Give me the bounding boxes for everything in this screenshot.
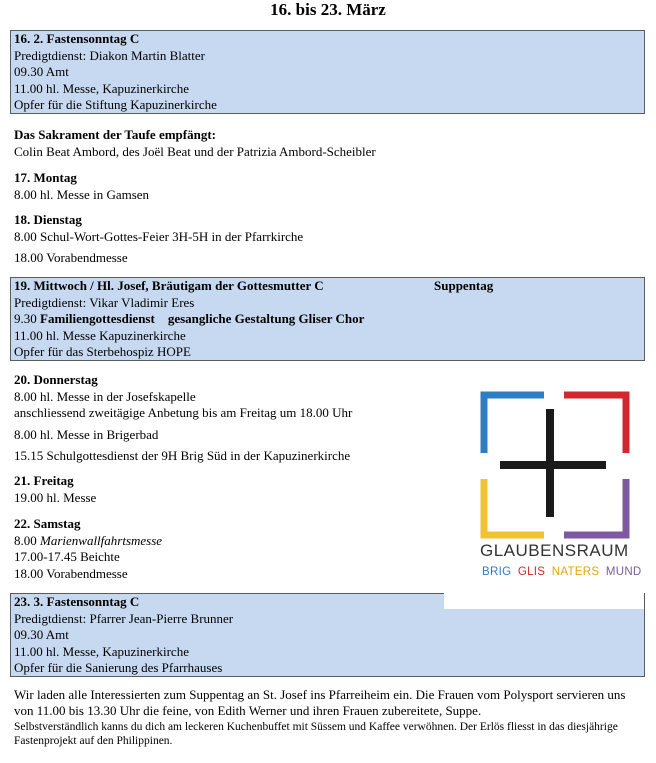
wednesday-time: 9.30: [14, 311, 40, 326]
logo-places: [482, 564, 642, 581]
saturday-section: [14, 516, 162, 582]
sunday-16-line: 09.30 Amt: [14, 64, 69, 79]
wednesday-heading: 19. Mittwoch / Hl. Josef, Bräutigam der Gottesmutter C: [14, 278, 324, 293]
sunday-16-line: Predigtdienst: Diakon Martin Blatter: [14, 47, 205, 63]
monday-heading: 17. Montag: [14, 170, 77, 185]
place-mund: MUND: [605, 566, 642, 578]
place-naters: NATERS: [551, 566, 600, 578]
sunday-23-line: Opfer für die Sanierung des Pfarrhauses: [14, 660, 223, 675]
wednesday-heading-row: [14, 278, 644, 295]
wednesday-line: [14, 311, 644, 328]
monday-section: [14, 170, 149, 203]
thursday-line: 15.15 Schulgottesdienst der 9H Brig Süd in der Kapuzinerkirche: [14, 448, 351, 463]
logo-yellow-corner: [484, 479, 544, 535]
wednesday-line: Predigtdienst: Vikar Vladimir Eres: [14, 294, 195, 310]
sunday-23-line: 11.00 hl. Messe, Kapuzinerkirche: [14, 643, 189, 659]
tuesday-heading: 18. Dienstag: [14, 212, 82, 227]
logo-cross-horizontal: [500, 461, 606, 469]
sunday-16-heading: 16. 2. Fastensonntag C: [14, 31, 140, 46]
thursday-line: anschliessend zweitägige Anbetung bis am Freitag um 18.00 Uhr: [14, 405, 353, 420]
sunday-16-line: Opfer für die Stiftung Kapuzinerkirche: [14, 97, 217, 112]
marienwallfahrtsmesse: Marienwallfahrtsmesse: [40, 532, 163, 548]
friday-line: 19.00 hl. Messe: [14, 489, 97, 505]
logo-purple-corner: [564, 479, 626, 535]
baptism-section: [14, 127, 376, 160]
sunday-16-box: [10, 30, 645, 114]
footer-text: [14, 687, 644, 748]
saturday-line: 17.00-17.45 Beichte: [14, 549, 120, 564]
logo-name: GLAUBENSRAUM: [480, 541, 629, 560]
tuesday-line: 18.00 Vorabendmesse: [14, 250, 128, 265]
saturday-heading: 22. Samstag: [14, 516, 81, 531]
sunday-23-line: 09.30 Amt: [14, 627, 69, 642]
place-brig: BRIG: [482, 566, 512, 578]
friday-section: [14, 473, 96, 506]
wednesday-line: 11.00 hl. Messe Kapuzinerkirche: [14, 327, 186, 343]
thursday-line: 8.00 hl. Messe in der Josefskapelle: [14, 388, 196, 404]
suppentag-tag: Suppentag: [434, 278, 494, 293]
monday-line: 8.00 hl. Messe in Gamsen: [14, 186, 150, 202]
baptism-text: Colin Beat Ambord, des Joël Beat und der Patrizia Ambord-Scheibler: [14, 143, 376, 159]
saturday-time: 8.00: [14, 532, 40, 548]
wednesday-family-service: Familiengottesdienst gesangliche Gestaltung Gliser Chor: [40, 311, 365, 326]
saturday-line: [14, 533, 162, 550]
sunday-16-line: 11.00 hl. Messe, Kapuzinerkirche: [14, 80, 189, 96]
wednesday-line: Opfer für das Sterbehospiz HOPE: [14, 344, 191, 359]
logo-blue-corner: [484, 395, 544, 453]
tuesday-section: [14, 212, 303, 267]
saturday-line: 18.00 Vorabendmesse: [14, 565, 128, 581]
thursday-line: 8.00 hl. Messe in Brigerbad: [14, 426, 159, 442]
thursday-heading: 20. Donnerstag: [14, 372, 98, 387]
friday-heading: 21. Freitag: [14, 473, 74, 488]
baptism-heading: Das Sakrament der Taufe empfängt:: [14, 127, 216, 142]
wednesday-box: [10, 277, 645, 361]
footer-paragraph-2: Selbstverständlich kanns du dich am leckeren Kuchenbuffet mit Süssem und Kaffee verwöhnen. Der Erlös fliesst in das diesjährige Fastenprojekt auf den Philippinen.: [14, 721, 618, 747]
page-title: 16. bis 23. März: [270, 0, 386, 19]
tuesday-line: 8.00 Schul-Wort-Gottes-Feier 3H-5H in der Pfarrkirche: [14, 228, 304, 244]
glaubensraum-logo: [444, 381, 644, 609]
sunday-23-line: Predigtdienst: Pfarrer Jean-Pierre Brunner: [14, 610, 234, 626]
logo-red-corner: [564, 395, 626, 453]
thursday-section: [14, 372, 352, 465]
sunday-23-heading: 23. 3. Fastensonntag C: [14, 594, 140, 609]
place-glis: GLIS: [517, 566, 546, 578]
footer-paragraph-1: Wir laden alle Interessierten zum Suppentag an St. Josef ins Pfarreiheim ein. Die Frauen vom Polysport servieren uns von 11.00 bis 13.30 Uhr die feine, von Edith Werner und ihren Frauen zubereitete, Suppe.: [14, 687, 626, 718]
